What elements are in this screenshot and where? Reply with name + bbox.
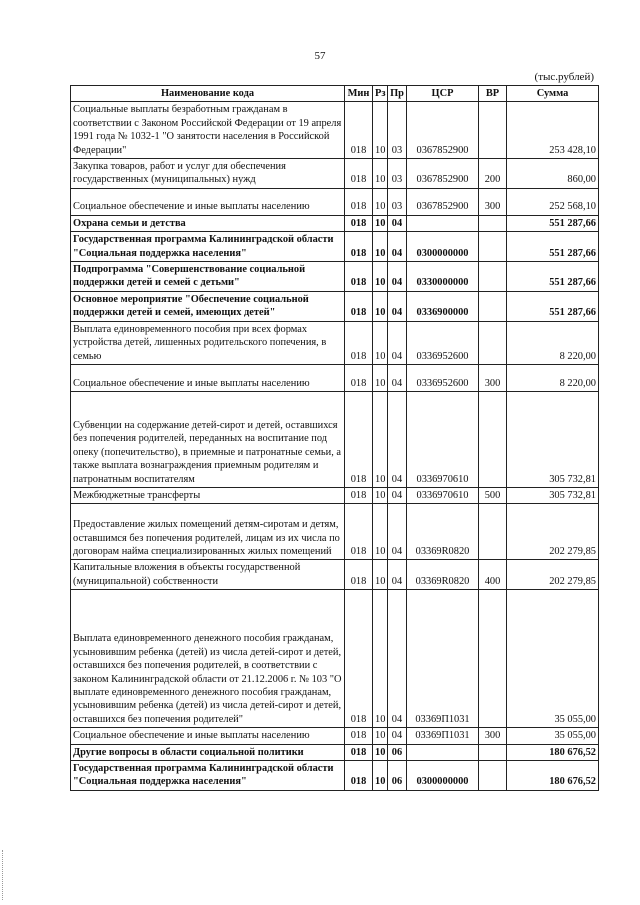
table-body (71, 102, 599, 790)
cell-csr (407, 744, 479, 760)
cell-rz: 10 (373, 364, 388, 391)
cell-csr: 0336900000 (407, 291, 479, 321)
cell-rz: 10 (373, 391, 388, 487)
cell-rz: 10 (373, 590, 388, 728)
cell-pr: 04 (388, 262, 407, 292)
cell-rz: 10 (373, 321, 388, 364)
cell-name: Социальные выплаты безработным гражданам в соответствии с Законом Российской Федерации от 19 апреля 1991 года № 1032-1 "О занятости населения в Российской Федерации" (71, 102, 345, 159)
table-row (71, 590, 599, 728)
cell-min: 018 (345, 560, 373, 590)
cell-rz: 10 (373, 262, 388, 292)
cell-pr: 04 (388, 232, 407, 262)
cell-name: Подпрограмма "Совершенствование социальной поддержки детей и семей с детьми" (71, 262, 345, 292)
table-row (71, 321, 599, 364)
cell-csr: 0300000000 (407, 760, 479, 790)
cell-pr: 04 (388, 504, 407, 560)
cell-csr: 03369R0820 (407, 560, 479, 590)
cell-vr: 300 (479, 188, 507, 215)
cell-name: Субвенции на содержание детей-сирот и детей, оставшихся без попечения родителей, переданных на воспитание под опеку (попечительство), в приемные и патронатные семьи, а также выплата вознаграждения приемным родителям и патронатным воспитателям (71, 391, 345, 487)
cell-name: Государственная программа Калининградской области "Социальная поддержка населения" (71, 232, 345, 262)
cell-csr: 0330000000 (407, 262, 479, 292)
cell-pr: 04 (388, 487, 407, 503)
cell-rz: 10 (373, 560, 388, 590)
cell-vr (479, 504, 507, 560)
budget-table (70, 85, 599, 791)
cell-vr (479, 102, 507, 159)
cell-pr: 04 (388, 321, 407, 364)
cell-pr: 03 (388, 159, 407, 189)
cell-rz: 10 (373, 744, 388, 760)
cell-csr: 0367852900 (407, 188, 479, 215)
cell-pr: 06 (388, 760, 407, 790)
cell-name: Социальное обеспечение и иные выплаты населению (71, 728, 345, 744)
table-row (71, 291, 599, 321)
header-row (71, 86, 599, 102)
header-csr: ЦСР (407, 86, 479, 102)
cell-vr (479, 744, 507, 760)
cell-csr: 0367852900 (407, 159, 479, 189)
cell-pr: 04 (388, 364, 407, 391)
cell-min: 018 (345, 215, 373, 231)
table-row (71, 102, 599, 159)
page-number: 57 (314, 50, 326, 62)
cell-sum: 8 220,00 (507, 321, 599, 364)
cell-csr: 0336952600 (407, 364, 479, 391)
cell-min: 018 (345, 744, 373, 760)
table-row (71, 487, 599, 503)
cell-csr (407, 215, 479, 231)
cell-vr (479, 321, 507, 364)
cell-vr (479, 215, 507, 231)
cell-min: 018 (345, 102, 373, 159)
cell-min: 018 (345, 188, 373, 215)
cell-min: 018 (345, 487, 373, 503)
cell-pr: 04 (388, 215, 407, 231)
table-row (71, 364, 599, 391)
cell-rz: 10 (373, 215, 388, 231)
header-name: Наименование кода (71, 86, 345, 102)
cell-sum: 202 279,85 (507, 504, 599, 560)
cell-rz: 10 (373, 504, 388, 560)
cell-vr (479, 590, 507, 728)
cell-min: 018 (345, 262, 373, 292)
cell-name: Государственная программа Калининградской области "Социальная поддержка населения" (71, 760, 345, 790)
cell-sum: 305 732,81 (507, 487, 599, 503)
cell-vr: 200 (479, 159, 507, 189)
cell-sum: 551 287,66 (507, 262, 599, 292)
header-pr: Пр (388, 86, 407, 102)
cell-vr (479, 291, 507, 321)
cell-name: Межбюджетные трансферты (71, 487, 345, 503)
cell-rz: 10 (373, 232, 388, 262)
cell-rz: 10 (373, 102, 388, 159)
cell-name: Охрана семьи и детства (71, 215, 345, 231)
table-row (71, 760, 599, 790)
cell-sum: 551 287,66 (507, 215, 599, 231)
cell-vr (479, 262, 507, 292)
cell-sum: 180 676,52 (507, 760, 599, 790)
cell-pr: 04 (388, 560, 407, 590)
cell-vr: 500 (479, 487, 507, 503)
cell-sum: 551 287,66 (507, 232, 599, 262)
cell-min: 018 (345, 364, 373, 391)
cell-min: 018 (345, 728, 373, 744)
cell-vr: 300 (479, 364, 507, 391)
cell-csr: 0300000000 (407, 232, 479, 262)
cell-min: 018 (345, 760, 373, 790)
cell-name: Закупка товаров, работ и услуг для обеспечения государственных (муниципальных) нужд (71, 159, 345, 189)
cell-vr (479, 391, 507, 487)
cell-min: 018 (345, 321, 373, 364)
cell-min: 018 (345, 232, 373, 262)
cell-min: 018 (345, 391, 373, 487)
table-row (71, 232, 599, 262)
cell-csr: 03369П1031 (407, 590, 479, 728)
cell-sum: 305 732,81 (507, 391, 599, 487)
table-row (71, 728, 599, 744)
cell-sum: 202 279,85 (507, 560, 599, 590)
cell-pr: 03 (388, 102, 407, 159)
cell-sum: 860,00 (507, 159, 599, 189)
cell-name: Основное мероприятие "Обеспечение социальной поддержки детей и семей, имеющих детей" (71, 291, 345, 321)
cell-csr: 0336970610 (407, 391, 479, 487)
margin-dots (2, 850, 5, 900)
cell-csr: 03369R0820 (407, 504, 479, 560)
cell-sum: 35 055,00 (507, 728, 599, 744)
cell-name: Выплата единовременного денежного пособия гражданам, усыновившим ребенка (детей) из числа детей-сирот и детей, оставшихся без попечения родителей, в соответствии с законом Калининградской области от 21.12.2006 г. № 103 "О выплате единовременного денежного пособия гражданам, усыновившим ребенка (детей) из числа детей-сирот и детей, оставшихся без попечения родителей" (71, 590, 345, 728)
cell-pr: 06 (388, 744, 407, 760)
table-row (71, 744, 599, 760)
cell-name: Социальное обеспечение и иные выплаты населению (71, 188, 345, 215)
cell-min: 018 (345, 504, 373, 560)
cell-pr: 04 (388, 590, 407, 728)
cell-csr: 0367852900 (407, 102, 479, 159)
cell-pr: 04 (388, 291, 407, 321)
cell-min: 018 (345, 590, 373, 728)
cell-name: Капитальные вложения в объекты государственной (муниципальной) собственности (71, 560, 345, 590)
cell-csr: 0336952600 (407, 321, 479, 364)
cell-vr (479, 760, 507, 790)
cell-rz: 10 (373, 291, 388, 321)
cell-rz: 10 (373, 159, 388, 189)
cell-sum: 35 055,00 (507, 590, 599, 728)
table-row (71, 560, 599, 590)
cell-vr: 300 (479, 728, 507, 744)
table-row (71, 391, 599, 487)
cell-min: 018 (345, 159, 373, 189)
cell-csr: 03369П1031 (407, 728, 479, 744)
table-row (71, 215, 599, 231)
table-row (71, 188, 599, 215)
cell-sum: 253 428,10 (507, 102, 599, 159)
cell-name: Предоставление жилых помещений детям-сиротам и детям, оставшимся без попечения родителей, лицам из их числа по договорам найма специализированных жилых помещений (71, 504, 345, 560)
cell-vr: 400 (479, 560, 507, 590)
cell-rz: 10 (373, 760, 388, 790)
cell-rz: 10 (373, 188, 388, 215)
cell-pr: 04 (388, 391, 407, 487)
cell-rz: 10 (373, 487, 388, 503)
cell-vr (479, 232, 507, 262)
cell-name: Социальное обеспечение и иные выплаты населению (71, 364, 345, 391)
header-sum: Сумма (507, 86, 599, 102)
cell-sum: 252 568,10 (507, 188, 599, 215)
cell-min: 018 (345, 291, 373, 321)
units-label: (тыс.рублей) (534, 71, 594, 83)
header-min: Мин (345, 86, 373, 102)
cell-sum: 180 676,52 (507, 744, 599, 760)
table-row (71, 262, 599, 292)
cell-sum: 8 220,00 (507, 364, 599, 391)
cell-name: Выплата единовременного пособия при всех формах устройства детей, лишенных родительского попечения, в семью (71, 321, 345, 364)
table-row (71, 159, 599, 189)
header-vr: ВР (479, 86, 507, 102)
cell-rz: 10 (373, 728, 388, 744)
cell-pr: 04 (388, 728, 407, 744)
table-row (71, 504, 599, 560)
cell-csr: 0336970610 (407, 487, 479, 503)
header-rz: Рз (373, 86, 388, 102)
cell-sum: 551 287,66 (507, 291, 599, 321)
cell-pr: 03 (388, 188, 407, 215)
cell-name: Другие вопросы в области социальной политики (71, 744, 345, 760)
